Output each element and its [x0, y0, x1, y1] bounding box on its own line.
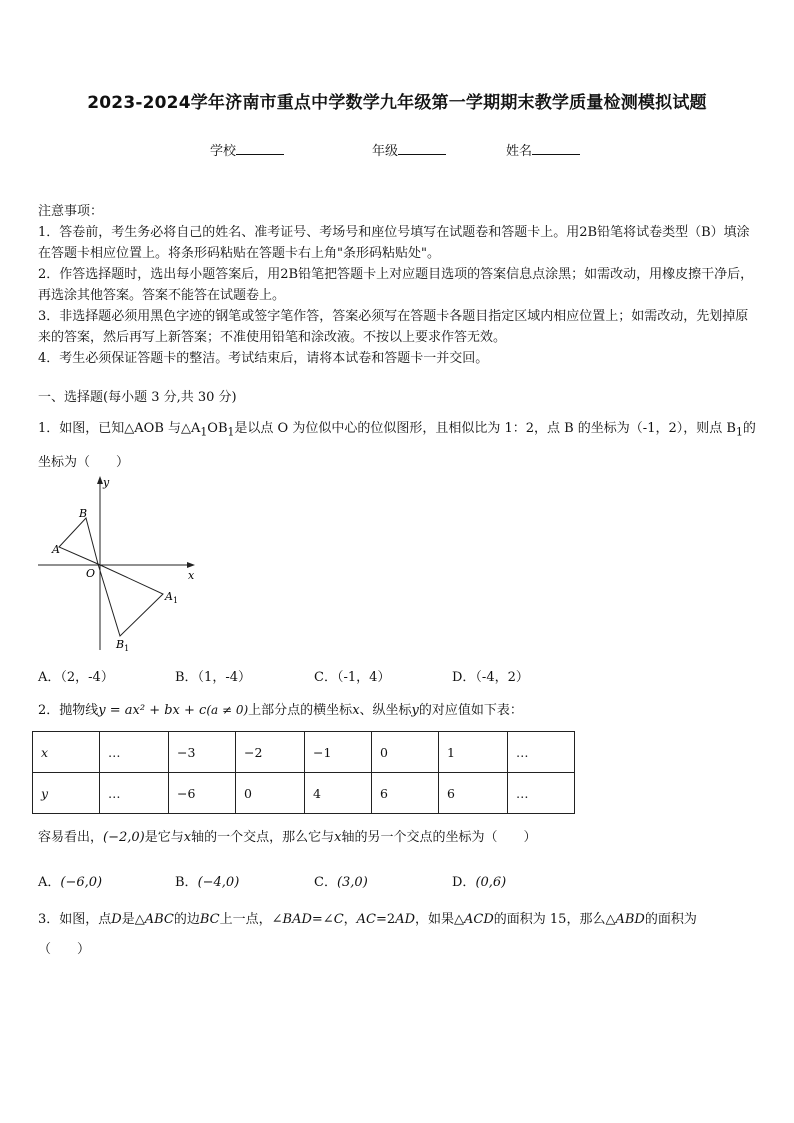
q2-follow-c: 轴的一个交点，那么它与	[191, 830, 335, 845]
q1-sub-1: 1	[200, 425, 208, 439]
q2-option-d: D．(0,6)	[452, 875, 507, 890]
x-axis-arrow	[187, 562, 195, 568]
q2-follow-d: 轴的另一个交点的坐标为（ ）	[341, 830, 537, 845]
q2-option-a: A．(−6,0)	[38, 875, 103, 890]
q2-text-c: 、纵坐标	[359, 703, 412, 718]
q2-follow-a: 容易看出，	[38, 830, 104, 845]
grade-blank	[398, 142, 446, 155]
q2-condition: (a ≠ 0)	[206, 703, 249, 717]
q1-option-c: C．（-1，4）	[314, 670, 391, 685]
table-cell: 6	[439, 773, 508, 814]
label-b: B	[79, 507, 88, 520]
table-cell: …	[508, 732, 575, 773]
page-title: 2023-2024学年济南市重点中学数学九年级第一学期期末教学质量检测模拟试题	[87, 93, 707, 113]
label-y: y	[103, 476, 110, 489]
q2-follow-x2: x	[334, 830, 342, 845]
table-cell: −1	[305, 732, 372, 773]
q2-var-x: x	[352, 703, 360, 718]
q1-option-b: B．（1，-4）	[175, 670, 251, 685]
table-cell: 0	[236, 773, 305, 814]
name-field	[506, 140, 580, 159]
table-cell: …	[508, 773, 575, 814]
table-cell: −2	[236, 732, 305, 773]
q2-option-b: B．(−4,0)	[175, 875, 240, 890]
q2-follow-x1: x	[183, 830, 192, 845]
table-cell: …	[100, 732, 169, 773]
notice-item-2: 2．作答选择题时，选出每小题答案后，用2B铅笔把答题卡上对应题目选项的答案信息点涂黑；如需改动，用橡皮擦干净后，再选涂其他答案。答案不能答在试题卷上。	[38, 267, 754, 303]
table-cell: −6	[169, 773, 236, 814]
label-b1: $B_1$	[116, 638, 130, 653]
table-cell: 6	[372, 773, 439, 814]
question-2-text	[38, 700, 758, 721]
question-1-text	[38, 414, 758, 478]
section-heading: 一、选择题(每小题 3 分,共 30 分)	[38, 390, 237, 405]
table-cell: 1	[439, 732, 508, 773]
table-cell: x	[33, 732, 100, 773]
q1-text-d: 的坐标为（ ）	[38, 421, 756, 470]
q2-text-a: 2．抛物线	[38, 703, 99, 718]
q1-option-d: D．（-4，2）	[452, 670, 529, 685]
notice-item-1: 1．答卷前，考生务必将自己的姓名、准考证号、考场号和座位号填写在试题卷和答题卡上。用2B铅笔将试卷类型（B）填涂在答题卡相应位置上。将条形码粘贴在答题卡右上角"条形码粘贴处"。	[38, 225, 750, 261]
table-cell: …	[100, 773, 169, 814]
label-a1: $A_1$	[165, 590, 179, 605]
grade-label: 年级	[372, 144, 399, 159]
notice-item-4: 4．考生必须保证答题卡的整洁。考试结束后，请将本试卷和答题卡一并交回。	[38, 351, 489, 366]
table-row	[33, 773, 575, 814]
q1-text-b: OB	[207, 421, 228, 436]
q2-var-y: y	[411, 703, 419, 718]
label-x: x	[188, 569, 195, 582]
name-label: 姓名	[506, 144, 533, 159]
q1-text-a: 1．如图，已知△AOB 与△A	[38, 421, 201, 436]
name-blank	[532, 142, 580, 155]
table-cell: y	[33, 773, 100, 814]
table-cell: −3	[169, 732, 236, 773]
table-row	[33, 732, 575, 773]
q2-formula: y = ax² + bx + c	[98, 703, 207, 718]
grade-field	[372, 140, 446, 159]
label-origin: O	[86, 567, 96, 580]
q1-option-a: A．（2，-4）	[38, 670, 114, 685]
q2-follow-b: 是它与	[144, 830, 184, 845]
school-label: 学校	[210, 144, 237, 159]
notice-heading: 注意事项：	[38, 204, 104, 219]
school-blank	[236, 142, 284, 155]
q2-option-c: C．(3,0)	[314, 875, 368, 890]
question-3-text: 3．如图，点D是△ABC的边BC上一点，∠BAD=∠C，AC=2AD，如果△ACD的面积为 15，那么△ABD的面积为 （ ）	[38, 912, 697, 957]
notice-item-3: 3．非选择题必须用黑色字迹的钢笔或签字笔作答，答案必须写在答题卡各题目指定区域内相应位置上；如需改动，先划掉原来的答案，然后再写上新答案；不准使用铅笔和涂改液。不按以上要求作答无效。	[38, 309, 749, 345]
q2-text-d: 的对应值如下表：	[418, 703, 523, 718]
school-field	[210, 140, 284, 159]
table-cell: 4	[305, 773, 372, 814]
q2-text-b: 上部分点的横坐标	[248, 703, 353, 718]
q1-text-c: 是以点 O 为位似中心的位似图形，且相似比为 1：2，点 B 的坐标为（-1，2），则点 B	[234, 421, 736, 436]
q2-value-table	[32, 731, 575, 814]
q2-follow-point: (−2,0)	[103, 830, 145, 845]
notice-block	[38, 201, 758, 369]
q1-figure	[30, 470, 205, 655]
q1-sub-2: 1	[227, 425, 235, 439]
q1-sub-3: 1	[735, 425, 743, 439]
question-2-follow	[38, 827, 758, 848]
label-a: A	[52, 543, 60, 556]
table-cell: 0	[372, 732, 439, 773]
triangle-aob	[59, 518, 98, 564]
triangle-a1ob1	[98, 564, 163, 636]
